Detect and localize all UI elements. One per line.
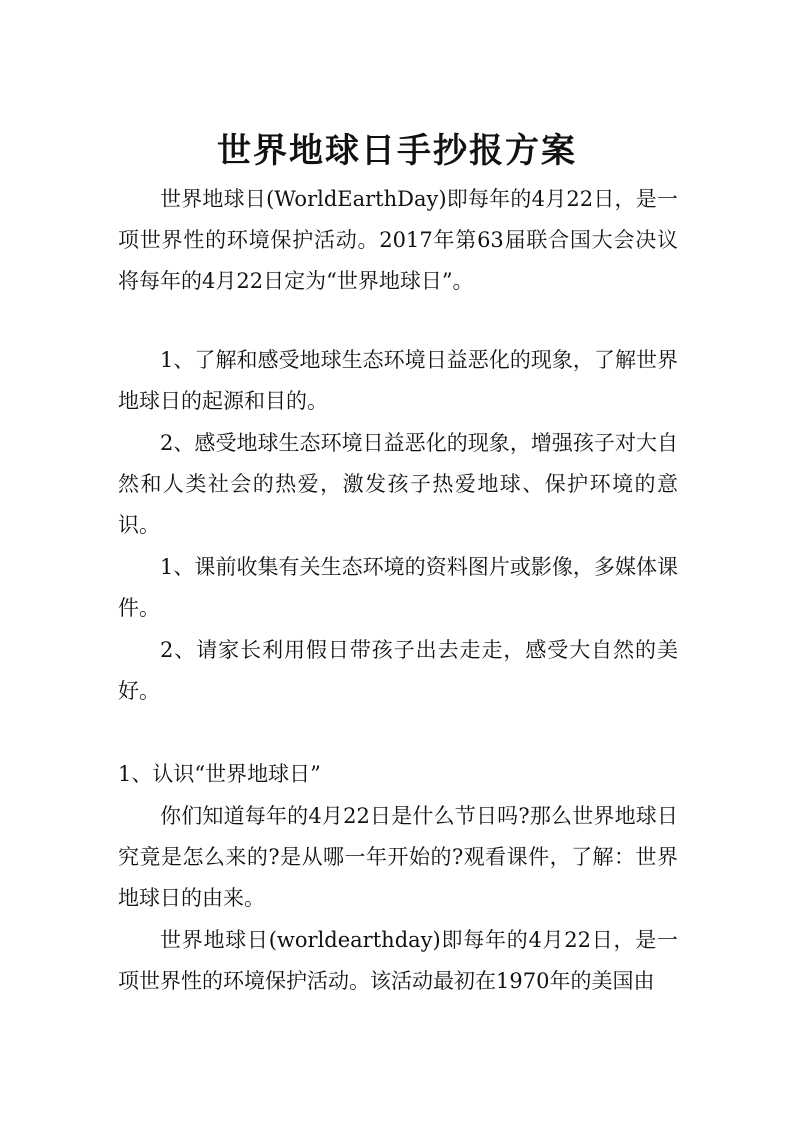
- section-heading: 1、认识“世界地球日”: [118, 762, 321, 786]
- intro-paragraph: 世界地球日(WorldEarthDay)即每年的4月22日，是一项世界性的环境保护活动。2017年第63届联合国大会决议将每年的4月22日定为“世界地球日”。: [118, 187, 678, 293]
- document-title: 世界地球日手抄报方案: [217, 130, 577, 171]
- preparation-item: 2、请家长利用假日带孩子出去走走，感受大自然的美好。: [118, 638, 678, 703]
- preparation-item: 1、课前收集有关生态环境的资料图片或影像，多媒体课件。: [118, 555, 678, 620]
- goal-item: 2、感受地球生态环境日益恶化的现象，增强孩子对大自然和人类社会的热爱，激发孩子热爱地球、保护环境的意识。: [118, 431, 678, 537]
- section-paragraph: 世界地球日(worldearthday)即每年的4月22日，是一项世界性的环境保护活动。该活动最初在1970年的美国由: [118, 928, 678, 993]
- section-paragraph: 你们知道每年的4月22日是什么节日吗?那么世界地球日究竟是怎么来的?是从哪一年开始的?观看课件，了解：世界地球日的由来。: [118, 804, 678, 910]
- goal-item: 1、了解和感受地球生态环境日益恶化的现象，了解世界地球日的起源和目的。: [118, 348, 678, 413]
